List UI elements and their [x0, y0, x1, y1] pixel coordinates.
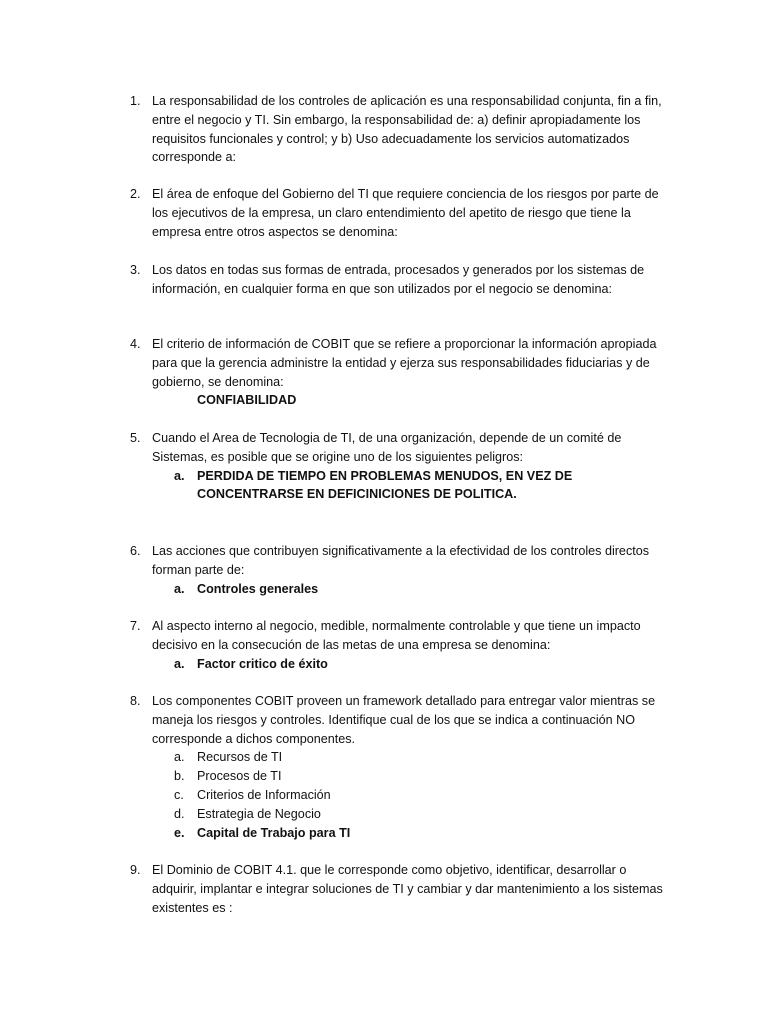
option-text: PERDIDA DE TIEMPO EN PROBLEMAS MENUDOS, EN VEZ DE CONCENTRARSE EN DEFICINICIONES DE POLITICA. — [197, 468, 573, 502]
option-a — [130, 580, 670, 599]
question-text: El Dominio de COBIT 4.1. que le corresponde como objetivo, identificar, desarrollar o adquirir, implantar e integrar soluciones de TI y cambiar y dar mantenimiento a los sistemas existentes es : — [152, 863, 663, 915]
question-8 — [130, 692, 670, 842]
question-text: Al aspecto interno al negocio, medible, normalmente controlable y que tiene un impacto decisivo en la consecución de las metas de una empresa se denomina: — [152, 619, 641, 652]
question-4 — [130, 335, 670, 410]
option-letter: a. — [174, 656, 185, 671]
question-9 — [130, 861, 670, 917]
option-b — [130, 767, 670, 786]
options-list — [130, 655, 670, 674]
question-number: 2. — [130, 187, 141, 201]
option-letter: d. — [174, 806, 185, 821]
question-number: 9. — [130, 863, 141, 877]
question-number: 3. — [130, 263, 141, 277]
options-list — [130, 467, 670, 505]
question-number: 1. — [130, 94, 141, 108]
option-e — [130, 824, 670, 843]
option-text: Capital de Trabajo para TI — [197, 825, 351, 840]
option-a — [130, 748, 670, 767]
option-letter: c. — [174, 787, 184, 802]
question-6 — [130, 542, 670, 598]
question-3 — [130, 261, 670, 299]
question-text: La responsabilidad de los controles de aplicación es una responsabilidad conjunta, fin a fin, entre el negocio y TI. Sin embargo, la responsabilidad de: a) definir apropiadamente los requisitos funcionales y control; y b) Uso adecuadamente los servicios automatizados corresponde a: — [152, 94, 662, 165]
question-text: Las acciones que contribuyen significativamente a la efectividad de los controles directos forman parte de: — [152, 544, 650, 577]
option-text: Recursos de TI — [197, 750, 283, 765]
question-number: 7. — [130, 619, 141, 633]
option-a — [130, 467, 670, 505]
question-number: 5. — [130, 431, 141, 445]
question-text: El área de enfoque del Gobierno del TI que requiere conciencia de los riesgos por parte de los ejecutivos de la empresa, un claro entendimiento del apetito de riesgo que tiene la empresa entre otros aspectos se denomina: — [152, 187, 659, 239]
question-number: 8. — [130, 694, 141, 708]
question-number: 6. — [130, 544, 141, 558]
options-list — [130, 580, 670, 599]
option-text: Criterios de Información — [197, 787, 331, 802]
option-letter: a. — [174, 750, 185, 765]
option-letter: b. — [174, 769, 185, 784]
question-1 — [130, 92, 670, 167]
option-c — [130, 786, 670, 805]
option-letter: a. — [174, 581, 185, 596]
option-text: Procesos de TI — [197, 769, 282, 784]
question-text: Los datos en todas sus formas de entrada, procesados y generados por los sistemas de información, en cualquier forma en que son utilizados por el negocio se denomina: — [152, 263, 645, 296]
answer-text: CONFIABILIDAD — [197, 393, 297, 408]
question-5 — [130, 429, 670, 504]
option-a — [130, 655, 670, 674]
question-2 — [130, 185, 670, 241]
option-text: Estrategia de Negocio — [197, 806, 321, 821]
question-text: Los componentes COBIT proveen un framework detallado para entregar valor mientras se maneja los riesgos y controles. Identifique cual de los que se indica a continuación NO corresponde a dichos componentes. — [152, 694, 656, 746]
question-text: Cuando el Area de Tecnologia de TI, de una organización, depende de un comité de Sistemas, es posible que se origine uno de los siguientes peligros: — [152, 431, 622, 464]
option-text: Factor critico de éxito — [197, 656, 328, 671]
option-letter: e. — [174, 825, 185, 840]
question-7 — [130, 617, 670, 673]
question-text: El criterio de información de COBIT que se refiere a proporcionar la información apropiada para que la gerencia administre la entidad y ejerza sus responsabilidades fiduciarias y de gobierno, se denomina: — [152, 337, 657, 389]
option-text: Controles generales — [197, 581, 319, 596]
option-letter: a. — [174, 468, 185, 483]
options-list — [130, 748, 670, 842]
option-d — [130, 805, 670, 824]
question-number: 4. — [130, 337, 141, 351]
